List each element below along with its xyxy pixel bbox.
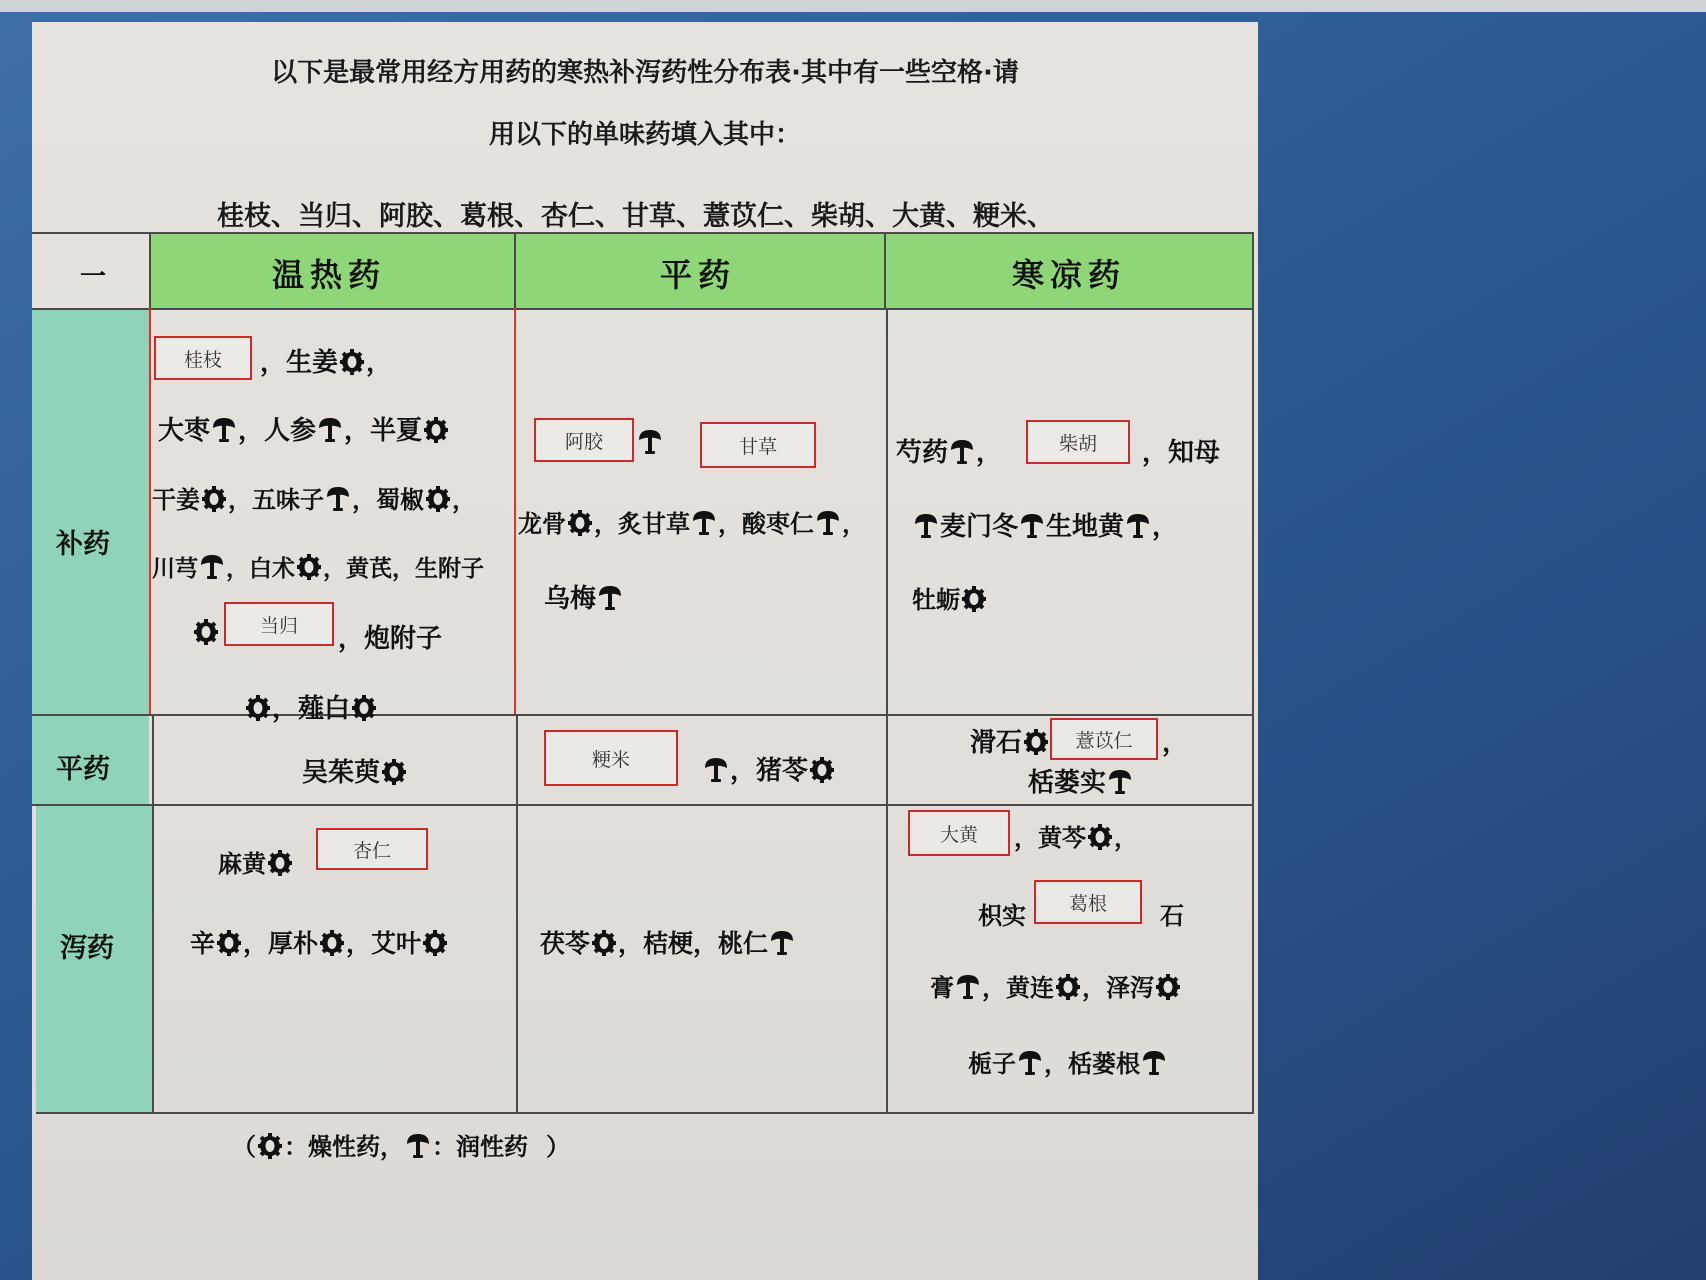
herb-text: ，炙甘草 <box>594 509 690 538</box>
gear-icon <box>340 348 364 376</box>
herb-text: ， <box>976 438 1003 468</box>
gear-icon <box>268 849 292 877</box>
gear-icon <box>320 929 344 957</box>
col-header-cold: 寒凉药 <box>1012 256 1127 294</box>
herb-line <box>970 722 1050 759</box>
herb-line <box>636 428 664 458</box>
herb-line <box>968 1044 1168 1079</box>
gear-icon <box>568 509 592 537</box>
answer-box: 当归 <box>224 602 334 646</box>
gear-icon <box>592 929 616 957</box>
herb-text: ， <box>366 348 393 378</box>
side-tonic-cell <box>32 308 149 714</box>
herb-property-table <box>32 232 1258 1212</box>
legend-open: （ <box>232 1132 256 1161</box>
herb-text: ，五味子 <box>228 485 324 514</box>
mushroom-icon <box>318 416 342 444</box>
legend-dry-label: ：燥性药， <box>284 1132 404 1161</box>
herb-text: ，薤白 <box>272 694 351 724</box>
herb-line <box>218 844 294 879</box>
herb-text: 膏 <box>930 973 954 1002</box>
herb-text: ， <box>842 509 866 538</box>
drug-list <box>217 194 1054 233</box>
mushroom-icon <box>326 485 350 513</box>
herb-text: ，栝蒌根 <box>1044 1049 1140 1078</box>
herb-text: 麻黄 <box>218 849 266 878</box>
herb-text: ，人参 <box>238 416 317 446</box>
herb-line <box>1028 762 1134 799</box>
herb-line <box>1160 896 1184 931</box>
mushroom-icon <box>598 584 622 612</box>
row-header-neutral: 平药 <box>56 754 110 785</box>
answer-box: 大黄 <box>908 810 1010 856</box>
herb-line <box>244 688 378 725</box>
intro-line-1: 以下是最常用经方用药的寒热补泻药性分布表·其中有一些空格·请 <box>271 58 1019 88</box>
herb-text: 乌梅 <box>544 584 597 614</box>
herb-line <box>338 618 442 655</box>
answer-box: 薏苡仁 <box>1050 718 1158 760</box>
gear-icon <box>1024 728 1048 756</box>
gear-icon <box>246 694 270 722</box>
mushroom-icon <box>200 553 224 581</box>
herb-line <box>192 618 220 648</box>
herb-text: 麦门冬 <box>940 512 1019 542</box>
row-header-tonic: 补药 <box>56 529 110 560</box>
herb-text: 干姜 <box>152 485 200 514</box>
herb-line <box>1014 818 1138 853</box>
herb-text: ，厚朴 <box>243 929 319 958</box>
herb-text: ， <box>1152 512 1179 542</box>
herb-line <box>896 432 1002 469</box>
herb-text: ，泽泻 <box>1082 973 1154 1002</box>
mushroom-icon <box>704 756 728 784</box>
herb-text: 大枣 <box>158 416 211 446</box>
herb-text: 枳实 <box>978 901 1026 930</box>
herb-line <box>540 924 796 960</box>
herb-text: ，黄芪，生附子 <box>323 555 484 582</box>
herb-text: 川芎 <box>152 555 198 582</box>
herb-line <box>544 578 624 615</box>
herb-text: ，桔梗，桃仁 <box>618 929 769 958</box>
herb-text: ，知母 <box>1142 438 1221 468</box>
gear-icon <box>810 756 834 784</box>
gear-icon <box>1156 973 1180 1001</box>
answer-box: 杏仁 <box>316 828 428 870</box>
herb-line <box>930 968 1182 1003</box>
herb-line <box>978 896 1026 931</box>
gear-icon <box>202 485 226 513</box>
mushroom-icon <box>1142 1049 1166 1077</box>
gear-icon <box>1056 973 1080 1001</box>
herb-text: 栝蒌实 <box>1028 768 1107 798</box>
intro-line-2 <box>32 114 1258 151</box>
herb-text: 栀子 <box>968 1049 1016 1078</box>
browser-top-strip <box>0 0 1706 12</box>
mushroom-icon <box>406 1132 430 1160</box>
herb-text: ，酸枣仁 <box>718 509 814 538</box>
herb-line <box>158 410 450 447</box>
herb-text: ，炮附子 <box>338 624 443 654</box>
herb-line <box>152 480 476 515</box>
mushroom-icon <box>956 973 980 1001</box>
gear-icon <box>352 694 376 722</box>
gear-icon <box>426 485 450 513</box>
col-header-warm: 温热药 <box>272 256 387 294</box>
mushroom-icon <box>770 929 794 957</box>
mushroom-icon <box>638 428 662 456</box>
legend-moist-label: ：润性药 <box>432 1132 528 1161</box>
legend-close: ） <box>546 1132 570 1161</box>
herb-text: 辛 <box>190 929 216 958</box>
herb-text: 生地黄 <box>1046 512 1125 542</box>
gear-icon <box>962 585 986 613</box>
intro-line-2-text: 用以下的单味药填入其中： <box>488 120 801 150</box>
herb-text: ，半夏 <box>344 416 423 446</box>
herb-line <box>702 750 836 787</box>
herb-text: ， <box>452 485 476 514</box>
herb-text: ， <box>1162 728 1189 758</box>
herb-line <box>302 752 408 789</box>
drug-list-text: 桂枝、当归、阿胶、葛根、杏仁、甘草、薏苡仁、柴胡、大黄、粳米、 <box>217 201 1054 232</box>
document-page <box>32 22 1258 1280</box>
gear-icon <box>194 618 218 646</box>
answer-box: 阿胶 <box>534 418 634 462</box>
herb-text: ，艾叶 <box>346 929 422 958</box>
herb-text: ，黄连 <box>982 973 1054 1002</box>
herb-text: 龙骨 <box>518 509 566 538</box>
answer-box: 甘草 <box>700 422 816 468</box>
herb-text: ，猪苓 <box>730 756 809 786</box>
gear-icon <box>258 1132 282 1160</box>
herb-text: ，白术 <box>226 555 295 582</box>
mushroom-icon <box>1126 512 1150 540</box>
mushroom-icon <box>1108 768 1132 796</box>
col-header-neutral: 平药 <box>660 256 737 294</box>
mushroom-icon <box>692 509 716 537</box>
mushroom-icon <box>914 512 938 540</box>
herb-line <box>912 506 1178 543</box>
gear-icon <box>423 929 447 957</box>
table-corner: 一 <box>80 262 107 292</box>
answer-box: 葛根 <box>1034 880 1142 924</box>
herb-text: 茯苓 <box>540 929 591 958</box>
gear-icon <box>217 929 241 957</box>
mushroom-icon <box>950 438 974 466</box>
herb-text: 吴茱萸 <box>302 758 381 788</box>
answer-box: 粳米 <box>544 730 678 786</box>
mushroom-icon <box>1018 1049 1042 1077</box>
gear-icon <box>424 416 448 444</box>
gear-icon <box>382 758 406 786</box>
answer-box: 柴胡 <box>1026 420 1130 464</box>
herb-text: 石 <box>1160 901 1184 930</box>
mushroom-icon <box>212 416 236 444</box>
herb-text: ，生姜 <box>260 348 339 378</box>
herb-line <box>152 550 484 583</box>
herb-text: ， <box>1114 823 1138 852</box>
answer-box: 桂枝 <box>154 336 252 380</box>
herb-line <box>260 342 392 379</box>
mushroom-icon <box>816 509 840 537</box>
herb-line <box>1162 722 1188 759</box>
herb-text: 芍药 <box>896 438 949 468</box>
herb-text: 滑石 <box>970 728 1023 758</box>
herb-line <box>190 924 449 960</box>
herb-line <box>1142 432 1220 469</box>
herb-text: ，蜀椒 <box>352 485 424 514</box>
herb-line <box>518 504 866 539</box>
gear-icon <box>1088 823 1112 851</box>
gear-icon <box>297 553 321 581</box>
herb-text: 牡蛎 <box>912 585 960 614</box>
row-header-purge: 泻药 <box>60 933 114 964</box>
herb-text: ，黄芩 <box>1014 823 1086 852</box>
mushroom-icon <box>1020 512 1044 540</box>
herb-line <box>912 580 988 615</box>
legend <box>232 1127 570 1162</box>
